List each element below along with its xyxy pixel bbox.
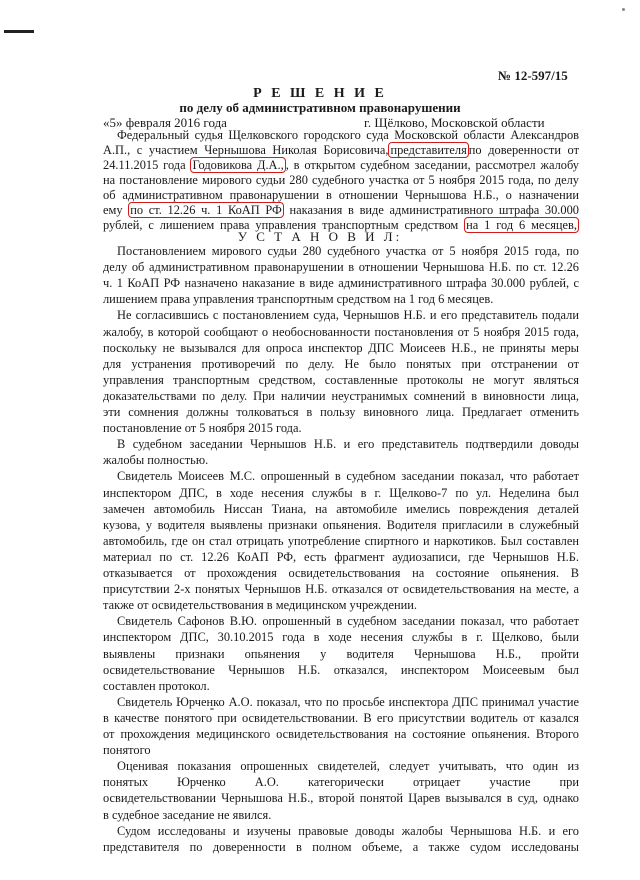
intro-line: А.П., с участием Чернышова Николая Борисовича, представителя по доверенности от — [103, 143, 579, 157]
intro-line: рублей, с лишением права управления транспортным средством на 1 год 6 месяцев, — [103, 218, 577, 232]
body-line: Свидетель Сафонов В.Ю. опрошенный в судебном заседании показал, что работает — [117, 614, 579, 629]
body-line: в судебное заседание не явился. — [103, 807, 272, 822]
highlight-representative: представителя — [390, 143, 467, 157]
document-subtitle: по делу об административном правонарушении — [179, 100, 461, 115]
body-line: материал по ст. 12.26 КоАП РФ, есть фрагмент аудиозаписи, где Чернышов Н.Б. — [103, 549, 579, 564]
body-line: автомобиль, где он стал отрицать употребление спиртного и наркотиков. Был составлен — [103, 533, 579, 548]
body-line: поскольку не вызывался для опроса инспектор ДПС Моисеев Н.Б., не приняты меры — [103, 340, 579, 355]
body-line: жалобу, в которой сообщают о необоснованности постановления от 5 ноября 2015 года, — [103, 324, 579, 339]
scan-corner-mark — [4, 30, 34, 33]
body-line: понятых Юрченко А.О. категорически отрицает участие при — [103, 775, 579, 790]
intro-line: Федеральный судья Щелковского городского суда Московской области Александров — [117, 128, 579, 142]
body-line: В судебном заседании Чернышов Н.Б. и его представитель подтвердили доводы — [117, 437, 579, 452]
body-line: Оценивая показания опрошенных свидетелей, следует учитывать, что один из — [117, 759, 579, 774]
body-line: Постановлением мирового судьи 280 судебного участка от 5 ноября 2015 года, по — [117, 244, 579, 258]
body-line: ч. 1 КоАП РФ назначено наказание в виде административного штрафа 30.000 рублей, с — [103, 276, 579, 291]
body-line: инспектором ДПС, 30.10.2015 года в ходе несения службы в г. Щелково, были — [103, 630, 579, 645]
body-line: замечен автомобиль Ниссан Тиана, на автомобиле имелись повреждения деталей — [103, 501, 579, 516]
body-line: для устранения противоречий по делу. Не было понятых при отстранении от — [103, 356, 579, 371]
body-line: отказывается от прохождения освидетельствования на состояние опьянения. В — [103, 566, 579, 580]
intro-line: 24.11.2015 года Годовикова Д.А., , в открытом судебном заседании, рассмотрел жалобу — [103, 158, 579, 172]
body-line: освидетельствование Чернышов Н.Б. отказался, инспектором Моисеевым был — [103, 662, 579, 677]
highlight-term: на 1 год 6 месяцев, — [466, 218, 577, 232]
body-line: также от освидетельствования в медицинском учреждении. — [103, 598, 417, 613]
body-line: понятого — [103, 743, 151, 758]
body-line: в качестве понятого при освидетельствовании. В его присутствии водитель от казался — [103, 710, 579, 725]
body-line: от прохождения медицинского освидетельствования на состояние опьянения. Второго — [103, 727, 579, 741]
highlight-article: по ст. 12.26 ч. 1 КоАП РФ — [130, 203, 282, 217]
intro-line: ему по ст. 12.26 ч. 1 КоАП РФ наказания в виде административного штрафа 30.000 — [103, 203, 579, 217]
body-line: представителя по доверенности в полном объеме, а также судом исследованы — [103, 839, 579, 854]
body-line: Не согласившись с постановлением суда, Чернышов Н.Б. и его представитель подали — [117, 308, 579, 323]
body-line: присутствии 2-х понятых Чернышов Н.Б. отказался от освидетельствования на месте, а — [103, 582, 579, 597]
document-title: Р Е Ш Е Н И Е — [253, 86, 387, 101]
body-line: лишением права управления транспортным средством на 1 год 6 месяцев. — [103, 292, 494, 307]
body-line: инспектором ДПС, в ходе несения службы в г. Щелково-7 по ул. Неделина был — [103, 485, 579, 500]
body-line: делу об административном правонарушении в отношении Чернышова Н.Б. по ст. 12.26 — [103, 260, 579, 275]
body-line: эти сомнения должны толковаться в пользу виновного лица. Предлагает отменить — [103, 405, 579, 419]
body-line: постановление от 5 ноября 2015 года. — [103, 421, 302, 436]
body-line: Судом исследованы и изучены правовые доводы жалобы Чернышова Н.Б. и его — [117, 823, 579, 838]
decision-place: г. Щёлково, Московской области — [364, 115, 545, 130]
scan-speck — [622, 8, 625, 11]
body-line: управления транспортным средством, составленные протоколы не могут являться — [103, 372, 579, 387]
body-line: кузова, у водителя выявлены признаки опьянения. Водителя пригласили в служебный — [103, 517, 579, 532]
body-line: освидетельствовании Чернышова Н.Б., второй понятой Царев вызывался в суд, однако — [103, 791, 579, 806]
body-line: доказательствами по делу. При наличии неустранимых сомнений в виновности лица, — [103, 388, 579, 403]
decision-date: «5» февраля 2016 года — [103, 115, 227, 130]
intro-line: об административном правонарушении в отношении Чернышова Н.Б., о назначении — [103, 188, 579, 202]
body-line: выявлены признаки опьянения у водителя Чернышова Н.Б., пройти — [103, 646, 579, 661]
body-line: составлен протокол. — [103, 678, 210, 693]
section-header-established: У С Т А Н О В И Л: — [237, 229, 403, 244]
body-line: Свидетель Моисеев М.С. опрошенный в судебном заседании показал, что работает — [117, 469, 579, 484]
body-line: Свидетель Юрченко А.О. показал, что по просьбе инспектора ДПС принимал участие — [117, 694, 579, 709]
case-number: № 12-597/15 — [498, 68, 568, 83]
highlight-godovikov: Годовикова Д.А., — [192, 158, 284, 172]
intro-line: на постановление мирового судьи 280 судебного участка от 5 ноября 2015 года, по делу — [103, 173, 579, 187]
body-line: жалобы полностью. — [103, 453, 209, 468]
